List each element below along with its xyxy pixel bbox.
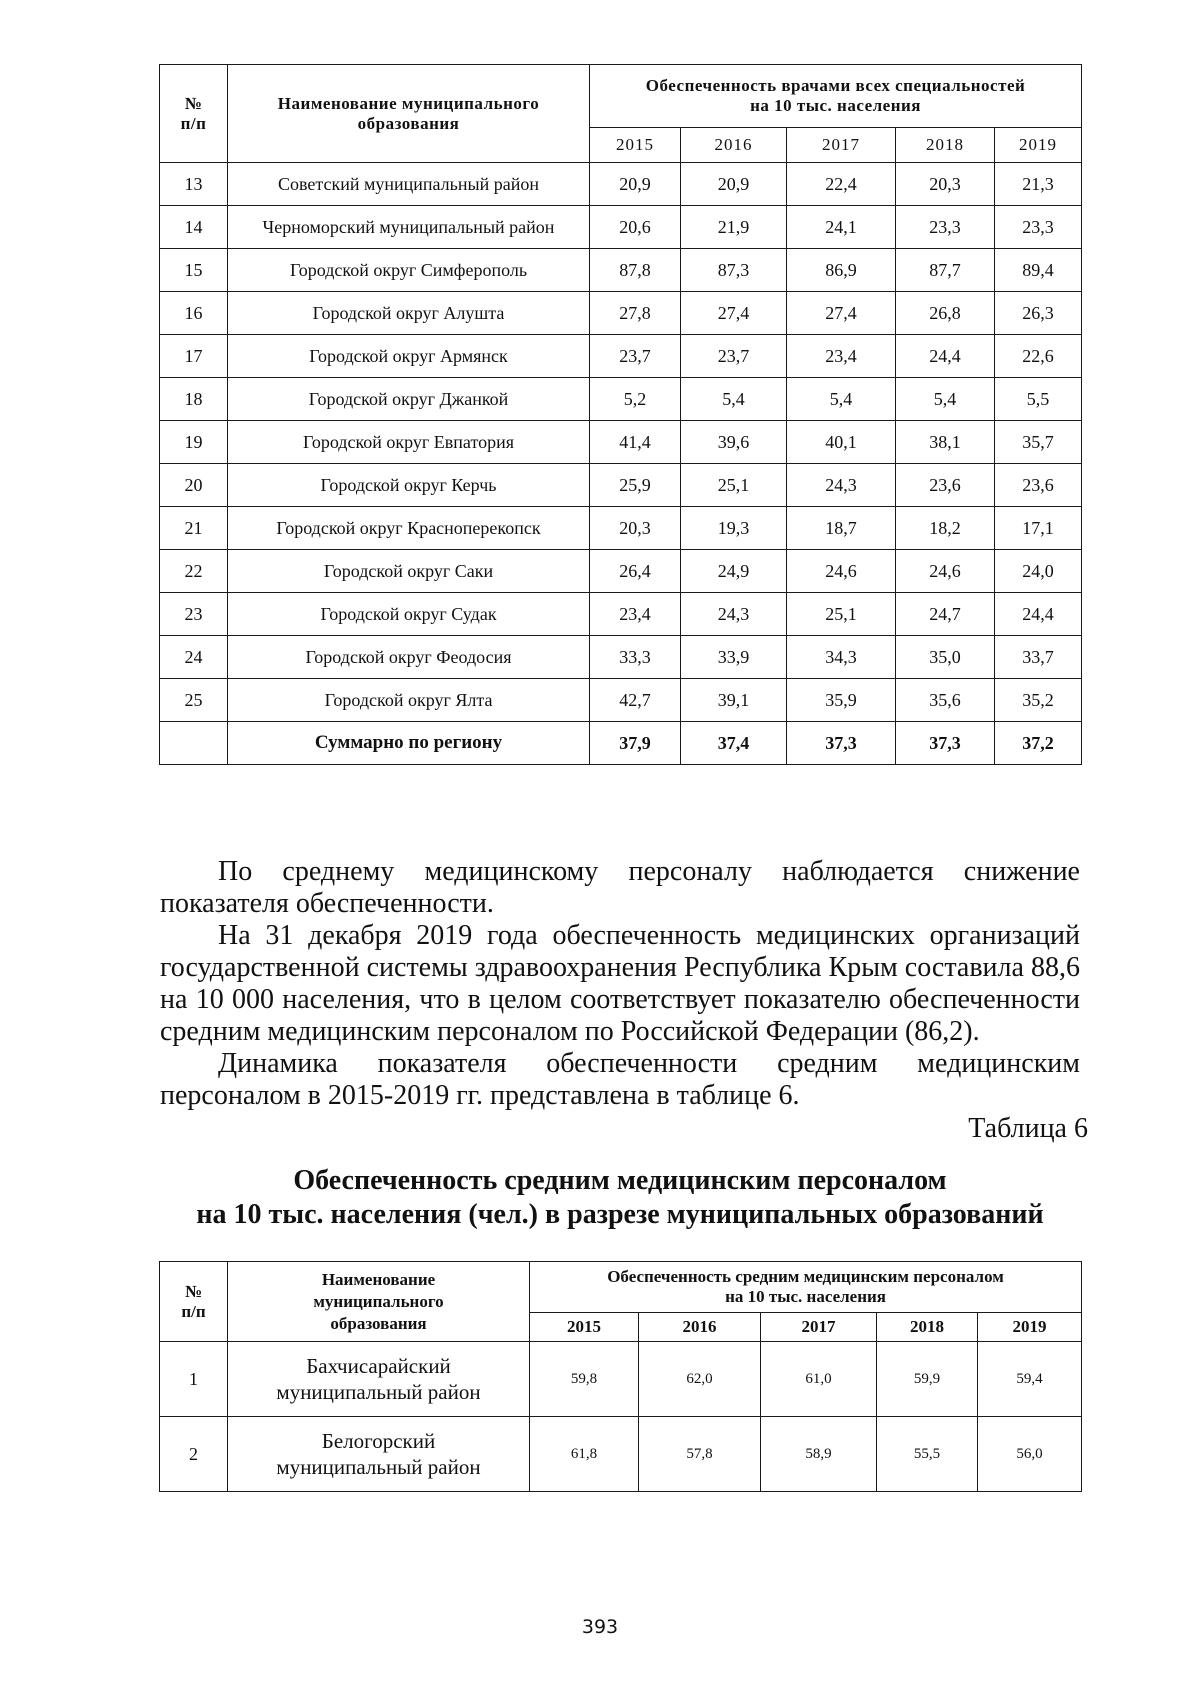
table-row — [160, 679, 1082, 722]
row-name: Бахчисарайский муниципальный район — [228, 1342, 530, 1417]
row-value: 24,6 — [787, 550, 896, 593]
row-value: 59,9 — [877, 1342, 978, 1417]
table-row — [160, 206, 1082, 249]
table-row — [160, 378, 1082, 421]
header-group: Обеспеченность врачами всех специальностей на 10 тыс. населения — [590, 65, 1082, 128]
row-value: 21,9 — [681, 206, 787, 249]
header-year: 2017 — [787, 128, 896, 163]
row-value: 61,0 — [761, 1342, 877, 1417]
paragraph-1: По среднему медицинскому персоналу наблюдается снижение показателя обеспеченности. — [160, 856, 1080, 919]
row-value: 20,6 — [590, 206, 681, 249]
row-value: 24,0 — [995, 550, 1082, 593]
row-value: 87,7 — [896, 249, 995, 292]
header-year: 2016 — [639, 1313, 761, 1342]
row-value: 24,3 — [787, 464, 896, 507]
row-name: Городской округ Евпатория — [228, 421, 590, 464]
row-value: 59,8 — [530, 1342, 639, 1417]
header-year: 2017 — [761, 1313, 877, 1342]
table-row — [160, 464, 1082, 507]
row-name: Советский муниципальный район — [228, 163, 590, 206]
row-value: 19,3 — [681, 507, 787, 550]
row-value: 25,9 — [590, 464, 681, 507]
row-value: 59,4 — [978, 1342, 1082, 1417]
row-value: 34,3 — [787, 636, 896, 679]
table-row — [160, 550, 1082, 593]
row-value: 42,7 — [590, 679, 681, 722]
table-row — [160, 593, 1082, 636]
row-value: 61,8 — [530, 1417, 639, 1492]
row-name: Черноморский муниципальный район — [228, 206, 590, 249]
row-value: 5,4 — [681, 378, 787, 421]
row-value: 55,5 — [877, 1417, 978, 1492]
row-value: 27,4 — [787, 292, 896, 335]
row-index: 1 — [160, 1342, 228, 1417]
row-value: 35,2 — [995, 679, 1082, 722]
table-row — [160, 249, 1082, 292]
table-total-row — [160, 722, 1082, 765]
header-year: 2015 — [530, 1313, 639, 1342]
row-value: 38,1 — [896, 421, 995, 464]
table-nurses — [159, 1261, 1082, 1492]
total-value: 37,2 — [995, 722, 1082, 765]
row-value: 26,3 — [995, 292, 1082, 335]
row-value: 23,3 — [995, 206, 1082, 249]
row-value: 23,6 — [995, 464, 1082, 507]
total-value: 37,9 — [590, 722, 681, 765]
table-row — [160, 292, 1082, 335]
row-value: 18,2 — [896, 507, 995, 550]
row-value: 20,3 — [896, 163, 995, 206]
row-value: 26,8 — [896, 292, 995, 335]
header-year: 2015 — [590, 128, 681, 163]
table-row — [160, 1417, 1082, 1492]
row-index: 15 — [160, 249, 228, 292]
row-value: 33,7 — [995, 636, 1082, 679]
row-value: 27,8 — [590, 292, 681, 335]
row-value: 5,2 — [590, 378, 681, 421]
header-year: 2019 — [995, 128, 1082, 163]
row-value: 33,3 — [590, 636, 681, 679]
row-index: 20 — [160, 464, 228, 507]
row-index: 23 — [160, 593, 228, 636]
row-value: 20,3 — [590, 507, 681, 550]
row-value: 22,6 — [995, 335, 1082, 378]
row-name: Городской округ Саки — [228, 550, 590, 593]
row-value: 26,4 — [590, 550, 681, 593]
header-name: Наименование муниципального образования — [228, 1262, 530, 1342]
table-doctors-continuation — [159, 64, 1082, 765]
row-value: 86,9 — [787, 249, 896, 292]
header-group: Обеспеченность средним медицинским персоналом на 10 тыс. населения — [530, 1262, 1082, 1313]
header-year: 2019 — [978, 1313, 1082, 1342]
row-value: 33,9 — [681, 636, 787, 679]
row-value: 23,4 — [787, 335, 896, 378]
row-index: 14 — [160, 206, 228, 249]
row-value: 39,6 — [681, 421, 787, 464]
page-number: 393 — [581, 1616, 619, 1638]
total-label: Суммарно по региону — [228, 722, 590, 765]
row-name: Городской округ Армянск — [228, 335, 590, 378]
row-value: 5,5 — [995, 378, 1082, 421]
table-row — [160, 1342, 1082, 1417]
row-value: 25,1 — [681, 464, 787, 507]
row-index: 24 — [160, 636, 228, 679]
row-name: Городской округ Симферополь — [228, 249, 590, 292]
table-row — [160, 421, 1082, 464]
row-index: 18 — [160, 378, 228, 421]
row-value: 24,4 — [896, 335, 995, 378]
row-value: 18,7 — [787, 507, 896, 550]
row-value: 35,7 — [995, 421, 1082, 464]
table-row — [160, 507, 1082, 550]
row-value: 40,1 — [787, 421, 896, 464]
row-index: 25 — [160, 679, 228, 722]
row-name: Городской округ Джанкой — [228, 378, 590, 421]
table-title: Обеспеченность средним медицинским персоналом на 10 тыс. населения (чел.) в разрезе муниципальных образований — [196, 1165, 1044, 1230]
row-value: 23,3 — [896, 206, 995, 249]
header-year: 2018 — [877, 1313, 978, 1342]
row-value: 62,0 — [639, 1342, 761, 1417]
paragraph-2: На 31 декабря 2019 года обеспеченность медицинских организаций государственной системы здравоохранения Республика Крым составила 88,6 на 10 000 населения, что в целом соответствует показателю обеспеченности средним медицинским персоналом по Российской Федерации (86,2). — [160, 920, 1080, 1047]
table1-body — [160, 163, 1082, 722]
row-value: 23,7 — [590, 335, 681, 378]
row-name: Белогорский муниципальный район — [228, 1417, 530, 1492]
paragraph-3: Динамика показателя обеспеченности средним медицинским персоналом в 2015-2019 гг. представлена в таблице 6. — [160, 1048, 1080, 1111]
row-value: 39,1 — [681, 679, 787, 722]
row-value: 24,4 — [995, 593, 1082, 636]
row-value: 22,4 — [787, 163, 896, 206]
row-value: 35,6 — [896, 679, 995, 722]
total-value: 37,3 — [896, 722, 995, 765]
row-index: 17 — [160, 335, 228, 378]
header-year: 2016 — [681, 128, 787, 163]
row-value: 87,3 — [681, 249, 787, 292]
row-value: 24,9 — [681, 550, 787, 593]
row-value: 24,3 — [681, 593, 787, 636]
row-value: 21,3 — [995, 163, 1082, 206]
row-index: 22 — [160, 550, 228, 593]
table-row — [160, 335, 1082, 378]
row-value: 20,9 — [681, 163, 787, 206]
header-index: № п/п — [160, 65, 228, 163]
header-index: № п/п — [160, 1262, 228, 1342]
row-value: 20,9 — [590, 163, 681, 206]
table-row — [160, 163, 1082, 206]
table2-body — [160, 1342, 1082, 1492]
total-index — [160, 722, 228, 765]
total-value: 37,4 — [681, 722, 787, 765]
table-row — [160, 636, 1082, 679]
row-value: 24,7 — [896, 593, 995, 636]
table-label: Таблица 6 — [968, 1113, 1088, 1144]
row-name: Городской округ Судак — [228, 593, 590, 636]
row-name: Городской округ Керчь — [228, 464, 590, 507]
row-value: 23,7 — [681, 335, 787, 378]
row-index: 19 — [160, 421, 228, 464]
header-name: Наименование муниципального образования — [228, 65, 590, 163]
row-value: 57,8 — [639, 1417, 761, 1492]
total-value: 37,3 — [787, 722, 896, 765]
row-value: 17,1 — [995, 507, 1082, 550]
row-value: 24,6 — [896, 550, 995, 593]
row-value: 23,4 — [590, 593, 681, 636]
row-value: 41,4 — [590, 421, 681, 464]
row-name: Городской округ Алушта — [228, 292, 590, 335]
header-year: 2018 — [896, 128, 995, 163]
row-value: 87,8 — [590, 249, 681, 292]
row-value: 5,4 — [896, 378, 995, 421]
row-index: 13 — [160, 163, 228, 206]
row-name: Городской округ Красноперекопск — [228, 507, 590, 550]
row-value: 89,4 — [995, 249, 1082, 292]
row-value: 56,0 — [978, 1417, 1082, 1492]
row-value: 27,4 — [681, 292, 787, 335]
row-index: 16 — [160, 292, 228, 335]
row-name: Городской округ Ялта — [228, 679, 590, 722]
row-name: Городской округ Феодосия — [228, 636, 590, 679]
row-value: 5,4 — [787, 378, 896, 421]
row-index: 2 — [160, 1417, 228, 1492]
row-value: 58,9 — [761, 1417, 877, 1492]
row-value: 35,9 — [787, 679, 896, 722]
row-value: 25,1 — [787, 593, 896, 636]
row-value: 23,6 — [896, 464, 995, 507]
row-value: 35,0 — [896, 636, 995, 679]
row-value: 24,1 — [787, 206, 896, 249]
row-index: 21 — [160, 507, 228, 550]
